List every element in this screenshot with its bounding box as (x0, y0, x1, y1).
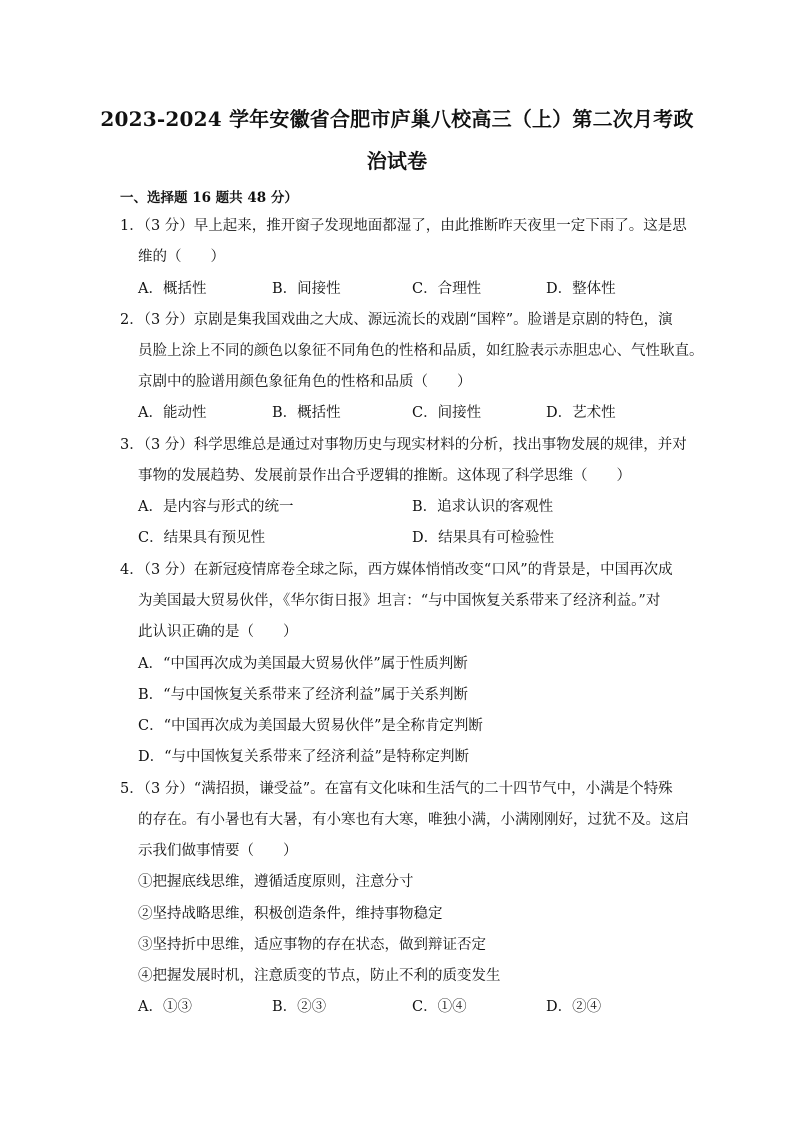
exam-title-line2: 治试卷 (366, 149, 428, 173)
q3-stem-line2: 事物的发展趋势、发展前景作出合乎逻辑的推断。这体现了科学思维（ ） (138, 468, 631, 484)
q1-stem-line2: 维的（ ） (138, 249, 225, 265)
q5-statement-3: ③坚持折中思维，适应事物的存在状态，做到辩证否定 (138, 937, 486, 953)
q2-option-a: A．能动性 (138, 405, 207, 421)
q5-stem-line2: 的存在。有小暑也有大暑，有小寒也有大寒，唯独小满，小满刚刚好，过犹不及。这启 (138, 812, 689, 828)
q4-stem-line3: 此认识正确的是（ ） (138, 624, 298, 640)
q1-option-d: D．整体性 (546, 281, 616, 297)
q2-stem-line3: 京剧中的脸谱用颜色象征角色的性格和品质（ ） (138, 374, 472, 390)
q5-option-b: B．②③ (272, 999, 327, 1015)
q3-option-a: A．是内容与形式的统一 (138, 499, 294, 515)
q5-option-a: A．①③ (138, 999, 192, 1015)
q2-option-c: C．间接性 (412, 405, 482, 421)
q3-option-c: C．结果具有预见性 (138, 530, 266, 546)
q4-option-d: D．“与中国恢复关系带来了经济利益”是特称定判断 (138, 749, 469, 765)
q3-option-d: D．结果具有可检验性 (412, 530, 555, 546)
q5-statement-2: ②坚持战略思维，积极创造条件，维持事物稳定 (138, 906, 443, 922)
q5-stem-line1: 5．（3 分）“满招损，谦受益”。在富有文化味和生活气的二十四节气中，小满是个特殊 (120, 781, 673, 797)
q3-stem-line1: 3．（3 分）科学思维总是通过对事物历史与现实材料的分析，找出事物发展的规律，并对 (120, 437, 687, 453)
q1-stem-line1: 1．（3 分）早上起来，推开窗子发现地面都湿了，由此推断昨天夜里一定下雨了。这是思 (120, 218, 687, 234)
q1-option-a: A．概括性 (138, 281, 207, 297)
q4-option-a: A．“中国再次成为美国最大贸易伙伴”属于性质判断 (138, 656, 468, 672)
q4-option-b: B．“与中国恢复关系带来了经济利益”属于关系判断 (138, 687, 468, 703)
q1-option-c: C．合理性 (412, 281, 482, 297)
q2-stem-line1: 2．（3 分）京剧是集我国戏曲之大成、源远流长的戏剧“国粹”。脸谱是京剧的特色，演 (120, 312, 673, 328)
q3-option-b: B．追求认识的客观性 (412, 499, 554, 515)
q5-statement-1: ①把握底线思维，遵循适度原则，注意分寸 (138, 874, 414, 890)
q2-option-d: D．艺术性 (546, 405, 616, 421)
q5-statement-4: ④把握发展时机，注意质变的节点，防止不利的质变发生 (138, 968, 501, 984)
q2-stem-line2: 员脸上涂上不同的颜色以象征不同角色的性格和品质，如红脸表示赤胆忠心、气性耿直。 (138, 343, 704, 359)
q4-stem-line1: 4．（3 分）在新冠疫情席卷全球之际，西方媒体悄悄改变“口风”的背景是，中国再次成 (120, 562, 673, 578)
section-heading: 一、选择题 16 题共 48 分） (120, 190, 298, 206)
q2-option-b: B．概括性 (272, 405, 341, 421)
q5-option-c: C．①④ (412, 999, 467, 1015)
q5-option-d: D．②④ (546, 999, 602, 1015)
q4-option-c: C．“中国再次成为美国最大贸易伙伴”是全称肯定判断 (138, 718, 483, 734)
q1-option-b: B．间接性 (272, 281, 341, 297)
exam-title-line1: 2023-2024 学年安徽省合肥市庐巢八校高三（上）第二次月考政 (100, 107, 694, 131)
q5-stem-line3: 示我们做事情要（ ） (138, 843, 298, 859)
q4-stem-line2: 为美国最大贸易伙伴，《华尔街日报》坦言：“与中国恢复关系带来了经济利益。”对 (138, 593, 661, 609)
